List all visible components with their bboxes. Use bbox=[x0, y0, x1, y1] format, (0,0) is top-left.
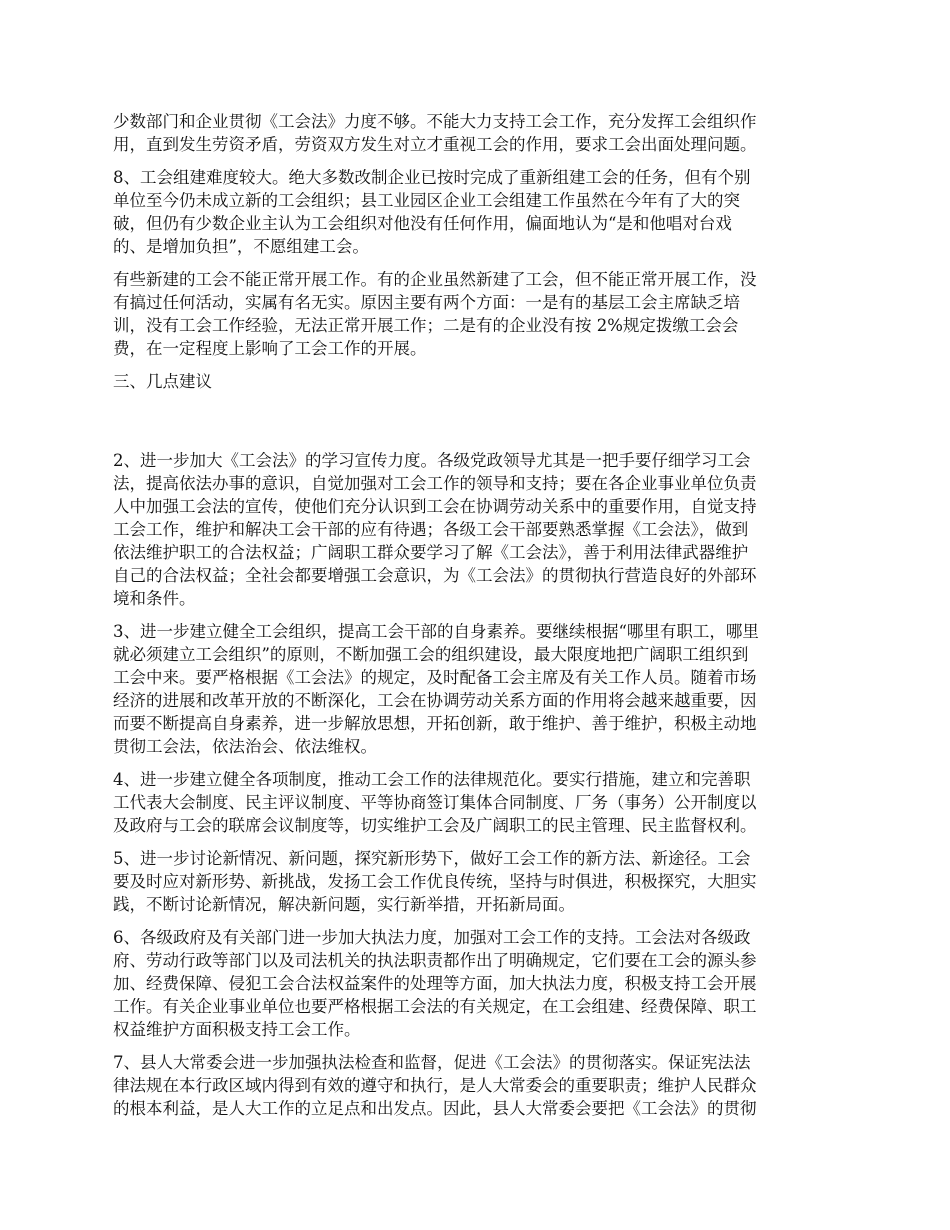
suggestion-s-3 bbox=[113, 620, 839, 758]
text-line: 境和条件。 bbox=[113, 589, 196, 608]
suggestion-s-5 bbox=[113, 847, 839, 916]
text-line: 自己的合法权益；全社会都要增强工会意识，为《工会法》的贯彻执行营造良好的外部环 bbox=[113, 566, 757, 585]
text-line: 及政府与工会的联席会议制度等，切实维护工会及广阔职工的民主管理、民主监督权利。 bbox=[113, 816, 757, 835]
text-line: 6、各级政府及有关部门进一步加大执法力度，加强对工会工作的支持。工会法对各级政 bbox=[113, 928, 751, 947]
text-line: 律法规在本行政区域内得到有效的遵守和执行，是人大常委会的重要职责；维护人民群众 bbox=[113, 1076, 757, 1095]
text-line: 权益维护方面积极支持工会工作。 bbox=[113, 1020, 361, 1039]
suggestion-s-4 bbox=[113, 768, 839, 837]
text-line: 的、是增加负担”，不愿组建工会。 bbox=[113, 237, 369, 256]
text-line: 人中加强工会法的宣传，使他们充分认识到工会在协调劳动关系中的重要作用，自觉支持 bbox=[113, 497, 757, 516]
text-line: 3、进一步建立健全工会组织，提高工会干部的自身素养。要继续根据“哪里有职工，哪里 bbox=[113, 622, 759, 641]
text-line: 2、进一步加大《工会法》的学习宣传力度。各级党政领导尤其是一把手要仔细学习工会 bbox=[113, 451, 751, 470]
text-line: 践，不断讨论新情况，解决新问题，实行新举措，开拓新局面。 bbox=[113, 895, 575, 914]
text-line: 经济的进展和改革开放的不断深化，工会在协调劳动关系方面的作用将会越来越重要，因 bbox=[113, 691, 757, 710]
text-line: 贯彻工会法，依法治会、依法维权。 bbox=[113, 737, 377, 756]
text-line: 有些新建的工会不能正常开展工作。有的企业虽然新建了工会，但不能正常开展工作，没 bbox=[113, 270, 757, 289]
text-line: 费，在一定程度上影响了工会工作的开展。 bbox=[113, 339, 427, 358]
text-line: 5、进一步讨论新情况、新问题，探究新形势下，做好工会工作的新方法、新途径。工会 bbox=[113, 849, 751, 868]
paragraph-p-intro bbox=[113, 110, 839, 156]
paragraph-p-8 bbox=[113, 166, 839, 258]
text-line: 工作。有关企业事业单位也要严格根据工会法的有关规定，在工会组建、经费保障、职工 bbox=[113, 997, 757, 1016]
text-line: 的根本利益，是人大工作的立足点和出发点。因此，县人大常委会要把《工会法》的贯彻 bbox=[113, 1099, 757, 1118]
text-line: 要及时应对新形势、新挑战，发扬工会工作优良传统，坚持与时俱进，积极探究，大胆实 bbox=[113, 872, 757, 891]
text-line: 而要不断提高自身素养，进一步解放思想，开拓创新，敢于维护、善于维护，积极主动地 bbox=[113, 714, 757, 733]
paragraph-p-new bbox=[113, 268, 839, 360]
suggestions-section bbox=[113, 449, 839, 1120]
text-line: 府、劳动行政等部门以及司法机关的执法职责都作出了明确规定，它们要在工会的源头参 bbox=[113, 951, 757, 970]
text-line: 工会中来。要严格根据《工会法》的规定，及时配备工会主席及有关工作人员。随着市场 bbox=[113, 668, 757, 687]
text-line: 法，提高依法办事的意识，自觉加强对工会工作的领导和支持；要在各企业事业单位负责 bbox=[113, 474, 757, 493]
text-line: 单位至今仍未成立新的工会组织；县工业园区企业工会组建工作虽然在今年有了大的突 bbox=[113, 191, 740, 210]
text-line: 8、工会组建难度较大。绝大多数改制企业已按时完成了重新组建工会的任务，但有个别 bbox=[113, 168, 751, 187]
suggestion-s-7 bbox=[113, 1051, 839, 1120]
document-page bbox=[113, 110, 839, 1130]
suggestion-s-2 bbox=[113, 449, 839, 610]
text-line: 加、经费保障、侵犯工会合法权益案件的处理等方面，加大执法力度，积极支持工会开展 bbox=[113, 974, 757, 993]
text-line: 用，直到发生劳资矛盾，劳资双方发生对立才重视工会的作用，要求工会出面处理问题。 bbox=[113, 135, 757, 154]
section-heading: 三、几点建议 bbox=[113, 372, 212, 391]
text-line: 7、县人大常委会进一步加强执法检查和监督，促进《工会法》的贯彻落实。保证宪法法 bbox=[113, 1053, 751, 1072]
text-line: 有搞过任何活动，实属有名无实。原因主要有两个方面：一是有的基层工会主席缺乏培 bbox=[113, 293, 740, 312]
text-line: 依法维护职工的合法权益；广阔职工群众要学习了解《工会法》，善于利用法律武器维护 bbox=[113, 543, 749, 562]
text-line: 训，没有工会工作经验，无法正常开展工作；二是有的企业没有按 2%规定拨缴工会会 bbox=[113, 316, 739, 335]
text-line: 工代表大会制度、民主评议制度、平等协商签订集体合同制度、厂务（事务）公开制度以 bbox=[113, 793, 757, 812]
blank-gap bbox=[113, 403, 839, 449]
suggestion-s-6 bbox=[113, 926, 839, 1041]
intro-section bbox=[113, 110, 839, 360]
text-line: 少数部门和企业贯彻《工会法》力度不够。不能大力支持工会工作，充分发挥工会组织作 bbox=[113, 112, 757, 131]
text-line: 工会工作，维护和解决工会干部的应有待遇；各级工会干部要熟悉掌握《工会法》，做到 bbox=[113, 520, 749, 539]
text-line: 就必须建立工会组织”的原则，不断加强工会的组织建设，最大限度地把广阔职工组织到 bbox=[113, 645, 749, 664]
text-line: 破，但仍有少数企业主认为工会组织对他没有任何作用，偏面地认为“是和他唱对台戏 bbox=[113, 214, 732, 233]
text-line: 4、进一步建立健全各项制度，推动工会工作的法律规范化。要实行措施，建立和完善职 bbox=[113, 770, 751, 789]
